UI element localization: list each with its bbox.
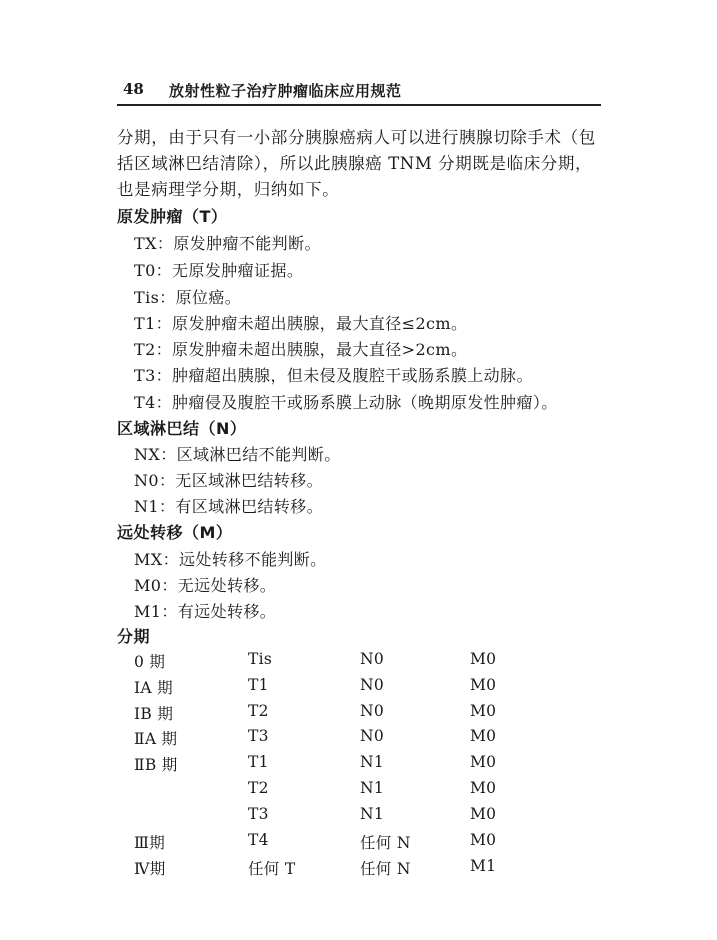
- n-cell: N0: [360, 650, 385, 668]
- n-cell: N0: [360, 727, 385, 745]
- m-cell: M0: [470, 805, 497, 823]
- n-cell: N1: [360, 779, 385, 797]
- heading-staging: 分期: [117, 627, 151, 646]
- stage-cell: Ⅲ期: [134, 834, 166, 852]
- n-cell: 任何 N: [360, 860, 411, 878]
- m-cell: M0: [470, 753, 497, 771]
- m-cell: M1: [470, 857, 497, 875]
- stage-cell: ⅡA 期: [134, 730, 178, 748]
- stage-cell: ⅡB 期: [134, 756, 178, 774]
- list-item: N1：有区域淋巴结转移。: [134, 497, 323, 516]
- list-item: T3：肿瘤超出胰腺，但未侵及腹腔干或肠系膜上动脉。: [134, 366, 533, 385]
- list-item: Tis：原位癌。: [134, 288, 242, 307]
- stage-cell: 0 期: [134, 653, 166, 671]
- n-cell: N1: [360, 753, 385, 771]
- list-item: T4：肿瘤侵及腹腔干或肠系膜上动脉（晚期原发性肿瘤）。: [134, 393, 558, 412]
- stage-cell: ⅠA 期: [134, 679, 173, 697]
- list-item: T2：原发肿瘤未超出胰腺，最大直径>2cm。: [134, 340, 468, 359]
- n-cell: N1: [360, 805, 385, 823]
- list-item: MX：远处转移不能判断。: [134, 550, 327, 569]
- intro-paragraph: [117, 125, 605, 203]
- m-cell: M0: [470, 702, 497, 720]
- t-cell: T1: [248, 753, 269, 771]
- m-cell: M0: [470, 650, 497, 668]
- list-item: N0：无区域淋巴结转移。: [134, 471, 323, 490]
- heading-regional-lymph-nodes: 区域淋巴结（N）: [117, 419, 247, 438]
- t-cell: T1: [248, 676, 269, 694]
- t-cell: T3: [248, 727, 269, 745]
- m-cell: M0: [470, 779, 497, 797]
- m-cell: M0: [470, 676, 497, 694]
- intro-line: 分期，由于只有一小部分胰腺癌病人可以进行胰腺切除手术（包: [117, 128, 596, 147]
- t-cell: T3: [248, 805, 269, 823]
- page-number: 48: [123, 80, 144, 98]
- n-cell: 任何 N: [360, 834, 411, 852]
- running-title: 放射性粒子治疗肿瘤临床应用规范: [169, 82, 402, 100]
- list-item: T0：无原发肿瘤证据。: [134, 261, 304, 280]
- n-cell: N0: [360, 676, 385, 694]
- list-item: NX：区域淋巴结不能判断。: [134, 445, 341, 464]
- heading-distant-metastasis: 远处转移（M）: [117, 523, 233, 542]
- list-item: M0：无远处转移。: [134, 576, 277, 595]
- m-cell: M0: [470, 727, 497, 745]
- heading-primary-tumor: 原发肿瘤（T）: [117, 207, 228, 226]
- intro-line: 括区域淋巴结清除），所以此胰腺癌 TNM 分期既是临床分期，: [117, 154, 593, 173]
- t-cell: T4: [248, 831, 269, 849]
- list-item: TX：原发肿瘤不能判断。: [134, 234, 321, 253]
- t-cell: T2: [248, 702, 269, 720]
- running-header: [117, 80, 601, 106]
- stage-cell: ⅠB 期: [134, 705, 174, 723]
- n-cell: N0: [360, 702, 385, 720]
- m-cell: M0: [470, 831, 497, 849]
- t-cell: T2: [248, 779, 269, 797]
- intro-line: 也是病理学分期，归纳如下。: [117, 180, 340, 199]
- list-item: T1：原发肿瘤未超出胰腺，最大直径≤2cm。: [134, 314, 468, 333]
- list-item: M1：有远处转移。: [134, 602, 277, 621]
- t-cell: 任何 T: [248, 860, 296, 878]
- stage-cell: Ⅳ期: [134, 860, 166, 878]
- t-cell: Tis: [248, 650, 273, 668]
